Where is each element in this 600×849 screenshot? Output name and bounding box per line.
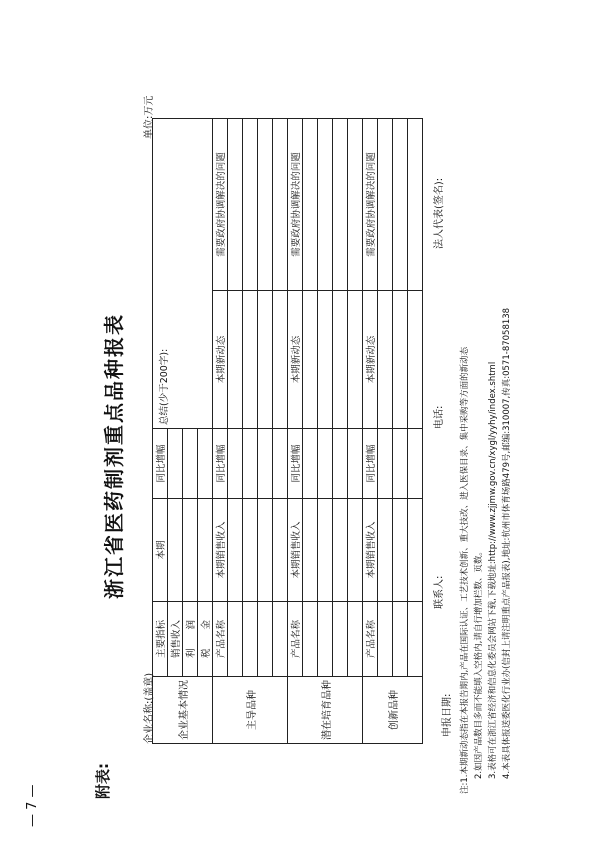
row-profit: 利 润 — [183, 602, 198, 677]
header-issues: 需要政府协调解决的问题 — [213, 119, 228, 291]
input-cell[interactable] — [273, 429, 288, 499]
input-cell[interactable] — [168, 499, 183, 602]
input-cell[interactable] — [378, 291, 393, 429]
input-cell[interactable] — [378, 119, 393, 291]
table-row — [363, 119, 378, 744]
company-name-label: 企业名称:(盖章) — [144, 672, 155, 744]
section-innovative-products: 创新品种 — [363, 677, 423, 744]
table-row — [378, 119, 393, 744]
table-row — [303, 119, 318, 744]
input-cell[interactable] — [318, 429, 333, 499]
input-cell[interactable] — [393, 291, 408, 429]
input-cell[interactable] — [348, 499, 363, 602]
input-cell[interactable] — [243, 429, 258, 499]
input-cell[interactable] — [228, 602, 243, 677]
input-cell[interactable] — [348, 602, 363, 677]
header-issues: 需要政府协调解决的问题 — [363, 119, 378, 291]
input-cell[interactable] — [333, 291, 348, 429]
table-row — [213, 119, 228, 744]
header-yoy: 同比增幅 — [153, 429, 168, 499]
header-current: 本期 — [153, 499, 168, 602]
input-cell[interactable] — [348, 291, 363, 429]
input-cell[interactable] — [198, 499, 213, 602]
input-cell[interactable] — [318, 291, 333, 429]
table-row — [228, 119, 243, 744]
note-3: 3.表格可在浙江省经济和信息化委员会网站下载,下载地址:http://www.zjjmw.gov.cn/xygl/yyhy/index.shtml — [488, 361, 498, 779]
table-row — [273, 119, 288, 744]
table-row — [243, 119, 258, 744]
phone-label: 电话: — [434, 405, 445, 429]
input-cell[interactable] — [258, 291, 273, 429]
input-cell[interactable] — [198, 429, 213, 499]
annex-label: 附表: — [94, 763, 112, 799]
input-cell[interactable] — [408, 429, 423, 499]
table-row — [258, 119, 273, 744]
row-tax: 税 金 — [198, 602, 213, 677]
header-yoy: 同比增幅 — [213, 429, 228, 499]
input-cell[interactable] — [408, 499, 423, 602]
page-number: — 7 — — [25, 784, 40, 827]
input-cell[interactable] — [348, 429, 363, 499]
table-row — [153, 119, 168, 744]
input-cell[interactable] — [378, 602, 393, 677]
table-row — [318, 119, 333, 744]
input-cell[interactable] — [273, 291, 288, 429]
input-cell[interactable] — [258, 429, 273, 499]
summary-cell[interactable]: 总结(少于200字): — [153, 119, 213, 429]
note-1: 注:1.本期新动态指在本报告期内,产品在国际认证、工艺技术创新、重大技改、进入医保目录、集中采购等方面的新动态 — [460, 346, 470, 794]
header-product-name: 产品名称 — [288, 602, 303, 677]
header-dynamics: 本期新动态 — [363, 291, 378, 429]
table-row — [348, 119, 363, 744]
header-indicator: 主要指标 — [153, 602, 168, 677]
header-yoy: 同比增幅 — [363, 429, 378, 499]
table-row — [393, 119, 408, 744]
input-cell[interactable] — [378, 499, 393, 602]
table-row — [288, 119, 303, 744]
input-cell[interactable] — [303, 429, 318, 499]
input-cell[interactable] — [303, 602, 318, 677]
row-sales: 销售收入 — [168, 602, 183, 677]
basic-info-category: 企业基本情况 — [153, 677, 213, 744]
contact-label: 联系人: — [434, 575, 445, 609]
input-cell[interactable] — [393, 119, 408, 291]
input-cell[interactable] — [228, 429, 243, 499]
input-cell[interactable] — [243, 291, 258, 429]
input-cell[interactable] — [303, 119, 318, 291]
input-cell[interactable] — [258, 499, 273, 602]
form-title: 浙江省医药制剂重点品种报表 — [102, 313, 126, 599]
header-issues: 需要政府协调解决的问题 — [288, 119, 303, 291]
input-cell[interactable] — [318, 119, 333, 291]
header-product-name: 产品名称 — [363, 602, 378, 677]
input-cell[interactable] — [393, 499, 408, 602]
input-cell[interactable] — [303, 499, 318, 602]
header-dynamics: 本期新动态 — [288, 291, 303, 429]
report-date-label: 申报日期: — [442, 693, 453, 737]
input-cell[interactable] — [333, 429, 348, 499]
input-cell[interactable] — [393, 429, 408, 499]
input-cell[interactable] — [243, 499, 258, 602]
header-yoy: 同比增幅 — [288, 429, 303, 499]
input-cell[interactable] — [243, 602, 258, 677]
input-cell[interactable] — [273, 602, 288, 677]
input-cell[interactable] — [408, 119, 423, 291]
report-table — [152, 118, 423, 744]
input-cell[interactable] — [318, 499, 333, 602]
table-row — [408, 119, 423, 744]
input-cell[interactable] — [228, 291, 243, 429]
input-cell[interactable] — [303, 291, 318, 429]
input-cell[interactable] — [348, 119, 363, 291]
input-cell[interactable] — [333, 499, 348, 602]
legal-rep-label: 法人代表(签名): — [434, 177, 445, 249]
input-cell[interactable] — [168, 429, 183, 499]
input-cell[interactable] — [243, 119, 258, 291]
input-cell[interactable] — [333, 119, 348, 291]
input-cell[interactable] — [378, 429, 393, 499]
input-cell[interactable] — [228, 499, 243, 602]
input-cell[interactable] — [183, 499, 198, 602]
section-potential-products: 潜在培育品种 — [288, 677, 363, 744]
input-cell[interactable] — [258, 602, 273, 677]
note-2: 2.如因产品数目多而不能填入空格内,请自行增加栏数、页数。 — [474, 547, 484, 779]
input-cell[interactable] — [318, 602, 333, 677]
input-cell[interactable] — [408, 291, 423, 429]
unit-label: 单位:万元 — [144, 95, 155, 139]
header-sales: 本期销售收入 — [363, 499, 378, 602]
table-row — [333, 119, 348, 744]
input-cell[interactable] — [258, 119, 273, 291]
input-cell[interactable] — [273, 119, 288, 291]
section-main-products: 主导品种 — [213, 677, 288, 744]
input-cell[interactable] — [333, 602, 348, 677]
input-cell[interactable] — [273, 499, 288, 602]
header-dynamics: 本期新动态 — [213, 291, 228, 429]
input-cell[interactable] — [183, 429, 198, 499]
input-cell[interactable] — [228, 119, 243, 291]
header-product-name: 产品名称 — [213, 602, 228, 677]
header-sales: 本期销售收入 — [288, 499, 303, 602]
header-sales: 本期销售收入 — [213, 499, 228, 602]
input-cell[interactable] — [408, 602, 423, 677]
input-cell[interactable] — [393, 602, 408, 677]
note-4: 4.本表具体报送委医化行业办(信封上请注明重点产品报表),地址:杭州市体育场路479号,邮编:310007,传真:0571-87058138 — [502, 307, 512, 779]
